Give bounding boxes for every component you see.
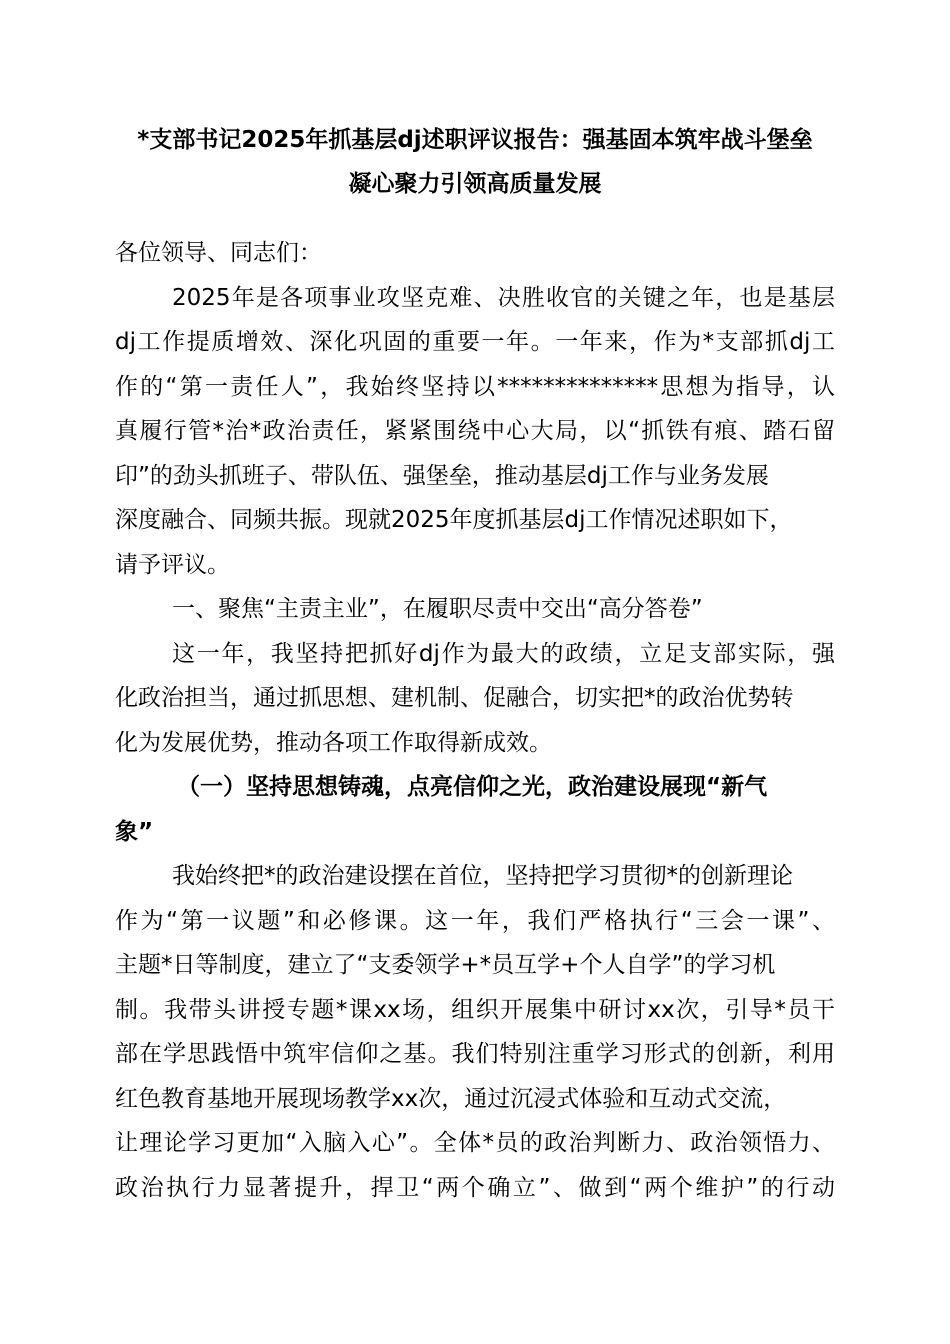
text-line: 让理论学习更加“入脑入心”。全体*员的政治判断力、政治领悟力、 — [115, 1130, 835, 1156]
title-line-1: *支部书记2025年抓基层dj述职评议报告：强基固本筑牢战斗堡垒 — [137, 127, 813, 153]
text-line: 制。我带头讲授专题*课xx场，组织开展集中研讨xx次，引导*员干 — [115, 996, 835, 1023]
text-line: 这一年，我坚持把抓好dj作为最大的政绩，立足支部实际，强 — [172, 640, 835, 667]
title-line-2: 凝心聚力引领高质量发展 — [348, 171, 602, 197]
text-line: （一）坚持思想铸魂，点亮信仰之光，政治建设展现“新气 — [177, 774, 768, 800]
text-line: 真履行管*治*政治责任，紧紧围绕中心大局，以“抓铁有痕、踏石留 — [115, 418, 835, 444]
text-line: 化为发展优势，推动各项工作取得新成效。 — [115, 729, 552, 756]
text-line: 化政治担当，通过抓思想、建机制、促融合，切实把*的政治优势转 — [115, 685, 794, 711]
text-line: dj工作提质增效、深化巩固的重要一年。一年来，作为*支部抓dj工 — [115, 329, 835, 355]
text-line: 作为“第一议题”和必修课。这一年，我们严格执行“三会一课”、 — [115, 907, 835, 934]
text-line: 主题*日等制度，建立了“支委领学+*员互学+个人自学”的学习机 — [115, 952, 776, 978]
text-line: 红色教育基地开展现场教学xx次，通过沉浸式体验和互动式交流， — [115, 1085, 787, 1112]
text-line: 部在学思践悟中筑牢信仰之基。我们特别注重学习形式的创新，利用 — [115, 1041, 835, 1067]
text-line: 政治执行力显著提升，捍卫“两个确立”、做到“两个维护”的行动 — [115, 1174, 835, 1201]
paragraph-intro — [115, 276, 835, 588]
salutation: 各位领导、同志们： — [115, 240, 322, 266]
document-body — [115, 231, 835, 1210]
text-line: 2025年是各项事业攻坚克难、决胜收官的关键之年，也是基层 — [172, 284, 835, 311]
text-line: 印”的劲头抓班子、带队伍、强堡垒，推动基层dj工作与业务发展 — [115, 462, 769, 489]
section-heading-1: 一、聚焦“主责主业”，在履职尽责中交出“高分答卷” — [172, 596, 703, 622]
text-line: 作的“第一责任人”，我始终坚持以**************思想为指导，认 — [115, 373, 835, 400]
subsection-heading-1 — [115, 765, 835, 854]
text-line: 请予评议。 — [115, 551, 230, 578]
text-line: 深度融合、同频共振。现就2025年度抓基层dj工作情况述职如下， — [115, 507, 793, 533]
paragraph-political-building — [115, 854, 835, 1210]
text-line: 我始终把*的政治建设摆在首位，坚持把学习贯彻*的创新理论 — [172, 863, 793, 889]
document-title — [110, 118, 840, 206]
paragraph-section-1 — [115, 632, 835, 766]
text-line: 象” — [115, 818, 154, 845]
